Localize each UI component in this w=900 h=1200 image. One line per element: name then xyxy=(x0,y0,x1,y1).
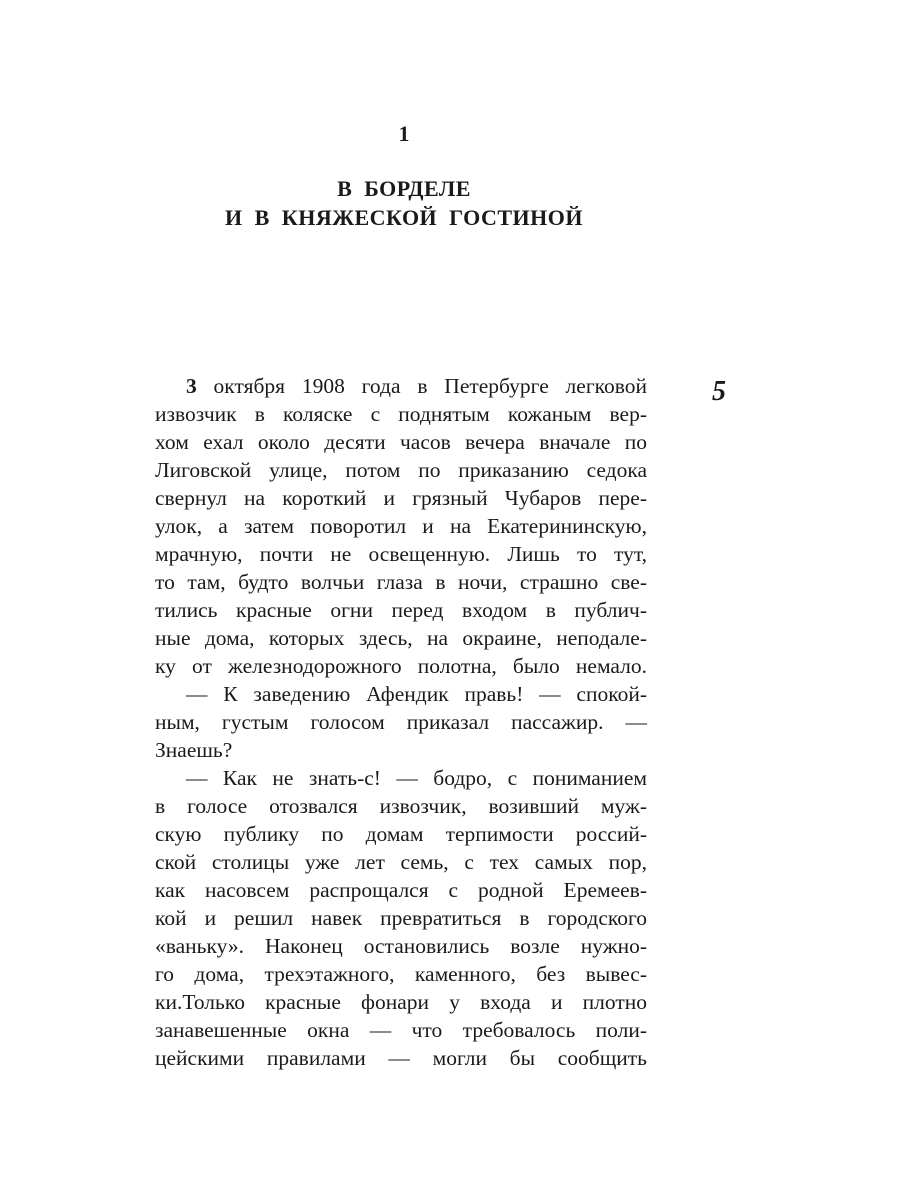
text-line xyxy=(155,428,647,456)
chapter-title-line: В БОРДЕЛЕ xyxy=(337,176,471,201)
text-line-content: хом ехал около десяти часов вечера вначале по xyxy=(155,430,647,454)
chapter-title-line: И В КНЯЖЕСКОЙ ГОСТИНОЙ xyxy=(224,205,584,230)
text-line xyxy=(155,624,647,652)
text-line xyxy=(155,652,647,680)
date-lead-number: 3 xyxy=(186,374,197,398)
text-line-content: ные дома, которых здесь, на окраине, неподале- xyxy=(155,626,647,650)
text-line-content: цейскими правилами — могли бы сообщить xyxy=(155,1046,647,1070)
text-line-content: — К заведению Афендик правь! — спокой- xyxy=(186,682,647,706)
text-line xyxy=(155,512,647,540)
text-line-content: свернул на короткий и грязный Чубаров пере- xyxy=(155,486,647,510)
text-line-content: как насовсем распрощался с родной Еремеев- xyxy=(155,878,647,902)
text-line-content: скую публику по домам терпимости россий- xyxy=(155,822,647,846)
chapter-number: 1 xyxy=(398,121,410,146)
text-line xyxy=(155,372,647,400)
text-line-content: мрачную, почти не освещенную. Лишь то тут, xyxy=(155,542,647,566)
text-line-content: октября 1908 года в Петербурге легковой xyxy=(196,374,647,398)
text-line-content: улок, а затем поворотил и на Екатерининскую, xyxy=(155,514,647,538)
text-line-content: занавешенные окна — что требовалось поли- xyxy=(155,1018,647,1042)
text-line-content: извозчик в коляске с поднятым кожаным вер- xyxy=(155,402,647,426)
text-line xyxy=(155,540,647,568)
text-line xyxy=(155,680,647,708)
text-line xyxy=(155,848,647,876)
text-line xyxy=(155,764,647,792)
text-line-content: «ваньку». Наконец остановились возле нужно- xyxy=(155,934,647,958)
text-line xyxy=(155,400,647,428)
text-line xyxy=(155,988,647,1016)
text-line-content: ской столицы уже лет семь, с тех самых пор, xyxy=(155,850,647,874)
text-line xyxy=(155,736,647,764)
text-line xyxy=(155,456,647,484)
text-line-content: Лиговской улице, потом по приказанию седока xyxy=(155,458,647,482)
text-line xyxy=(155,596,647,624)
text-line xyxy=(155,932,647,960)
text-line xyxy=(155,568,647,596)
page-number: 5 xyxy=(712,376,726,407)
text-line-content: ки.Только красные фонари у входа и плотно xyxy=(155,990,647,1014)
text-line xyxy=(155,1016,647,1044)
chapter-title xyxy=(0,174,808,232)
text-line xyxy=(155,1044,647,1072)
text-line-content: в голосе отозвался извозчик, возивший муж- xyxy=(155,794,647,818)
text-line xyxy=(155,792,647,820)
text-line-content: — Как не знать-с! — бодро, с пониманием xyxy=(186,766,647,790)
text-line-content: Знаешь? xyxy=(155,738,233,762)
text-line-content: ку от железнодорожного полотна, было немало. xyxy=(155,654,647,678)
text-line xyxy=(155,960,647,988)
text-line xyxy=(155,820,647,848)
text-line xyxy=(155,876,647,904)
text-line-content: кой и решил навек превратиться в городского xyxy=(155,906,647,930)
text-line-content: то там, будто волчьи глаза в ночи, страшно све- xyxy=(155,570,647,594)
text-line xyxy=(155,484,647,512)
text-line-content: ным, густым голосом приказал пассажир. — xyxy=(155,710,647,734)
text-line-content: го дома, трехэтажного, каменного, без вывес- xyxy=(155,962,647,986)
text-line xyxy=(155,904,647,932)
text-line-content: тились красные огни перед входом в публич- xyxy=(155,598,647,622)
text-line xyxy=(155,708,647,736)
body-text xyxy=(155,372,647,1072)
